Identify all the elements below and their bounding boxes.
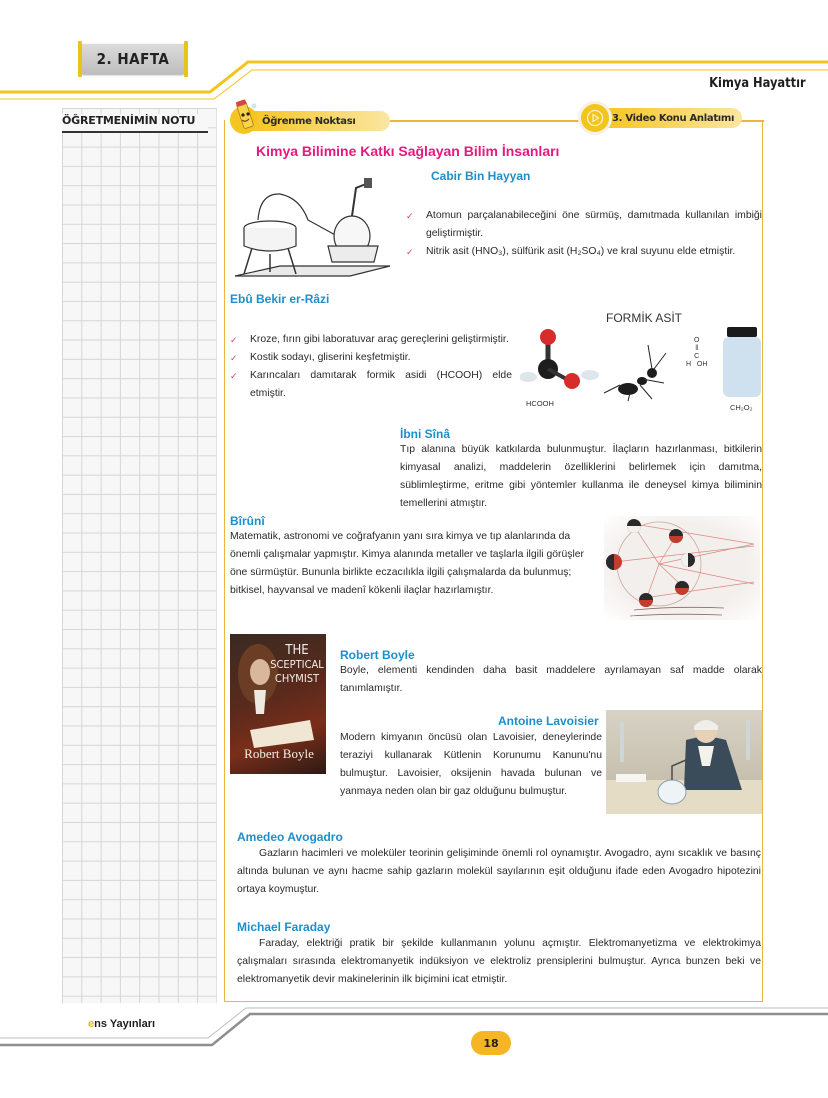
frame-top-line-right (740, 120, 764, 122)
scientist-name: Bîrûnî (230, 514, 265, 528)
scientist-name: Ebû Bekir er-Râzi (230, 292, 330, 306)
distillation-apparatus-image (230, 168, 395, 288)
scientist-name: Antoine Lavoisier (498, 714, 599, 728)
video-lesson-text: 3. Video Konu Anlatımı (612, 112, 735, 124)
teacher-notes-title: ÖĞRETMENİMİN NOTU (62, 114, 208, 133)
teacher-notes-grid[interactable] (62, 108, 217, 1003)
scientist-description: Faraday, elektriği pratik bir şekilde kullanmanın yolunu açmıştır. Elektromanyetizma ve elektrokimya çalışmaları sırasında elektromanyetik indüksiyon ve elektroliz prensiplerini bulmuştur. Ayrıca bunzen beki ve elektromanyetik devir makinelerinin ilk biçimini icat etmiştir. (237, 938, 761, 985)
check-icon: ✓ (230, 335, 238, 345)
scientist-description: Gazların hacimleri ve moleküler teorinin gelişiminde önemli rol oynamıştır. Avogadro, aynı sıcaklık ve basınç altında bulunan ve aynı hacme sahip gazların molekül sayılarının eşit olduğunu ifade eden Avogadro hipotezini ortaya koymuştur. (237, 848, 761, 895)
book-author: Robert Boyle (244, 746, 314, 761)
check-icon: ✓ (406, 247, 414, 257)
bullet-item: ✓ Kroze, fırın gibi laboratuvar araç gereçlerini geliştirmiştir. (230, 331, 512, 349)
pencil-mascot-icon (229, 98, 261, 136)
scientist-description: Modern kimyanın öncüsü olan Lavoisier, deneylerinde teraziyi kullanarak Kütlenin Korunumu Kanunu'nu bulmuştur. Lavoisier, oksijenin havada bulunan ve yanmaya neden olan bir gaz olduğunu bulmuştur. (340, 732, 602, 797)
scientist-bullets (230, 331, 512, 403)
scientist-bullets (406, 207, 762, 261)
biruni-astronomy-diagram (604, 516, 760, 620)
page-number: 18 (471, 1031, 511, 1055)
scientist-description: Matematik, astronomi ve coğrafyanın yanı sıra kimya ve tıp alanlarında da önemli çalışmalar yapmıştır. Kimya alanında metaller ve taşlarla ilgili görüşler öne sürmüştür. Bununla birlikte eczacılıkla ilgili çalışmalarda da bulunmuş; bitkisel, hayvansal ve madenî kökenli ilaçlar hazırlamıştır. (230, 531, 584, 596)
play-icon[interactable] (581, 104, 609, 132)
formic-label-hcooh: HCOOH (526, 399, 554, 408)
scientist-description: Tıp alanına büyük katkılarda bulunmuştur. İlaçların hazırlanması, bitkilerin kimyasal analizi, maddelerin özelliklerini belirlemek için damıtma, süblimleştirme, eritme gibi yöntemler kullanma ile deneysel kimya biliminin temellerini atmıştır. (400, 444, 762, 509)
publisher-logo: ens Yayınları (88, 1018, 156, 1030)
check-icon: ✓ (230, 353, 238, 363)
bullet-item: ✓ Kostik sodayı, gliserini keşfetmiştir. (230, 349, 512, 367)
formic-label-ch2o2: CH₂O₂ (730, 403, 753, 412)
frame-top-line (390, 120, 585, 122)
learning-point-text: Öğrenme Noktası (262, 115, 356, 127)
bullet-item: ✓ Atomun parçalanabileceğini öne sürmüş, damıtmada kullanılan imbiği geliştirmiştir. (406, 207, 762, 243)
check-icon: ✓ (230, 371, 238, 381)
main-heading: Kimya Bilimine Katkı Sağlayan Bilim İnsanları (256, 143, 560, 159)
bullet-item: ✓ Karıncaları damıtarak formik asidi (HCOOH) elde etmiştir. (230, 367, 512, 403)
bullet-item: ✓ Nitrik asit (HNO₃), sülfürik asit (H₂SO₄) ve kral suyunu elde etmiştir. (406, 243, 762, 261)
check-icon: ✓ (406, 211, 414, 221)
scientist-description: Boyle, elementi kendinden daha basit maddelere ayrılamayan saf madde olarak tanımlamıştır. (340, 665, 762, 694)
scientist-name: İbni Sînâ (400, 427, 451, 441)
scientist-name: Cabir Bin Hayyan (431, 169, 531, 183)
formic-structure: O ‖ C H OH (686, 337, 708, 368)
page-title: Kimya Hayattır (709, 76, 806, 91)
formic-acid-title: FORMİK ASİT (606, 311, 683, 325)
week-label: 2. HAFTA (82, 44, 184, 74)
sceptical-chymist-book-cover (230, 634, 326, 774)
formic-acid-figure (520, 305, 765, 417)
scientist-name: Amedeo Avogadro (237, 830, 343, 844)
video-lesson-label[interactable] (602, 108, 742, 128)
book-title: THE SCEPTICAL CHYMIST (270, 643, 324, 685)
learning-point-label (248, 111, 390, 131)
lavoisier-portrait-image (606, 710, 762, 814)
scientist-name: Michael Faraday (237, 920, 331, 934)
scientist-name: Robert Boyle (340, 648, 415, 662)
